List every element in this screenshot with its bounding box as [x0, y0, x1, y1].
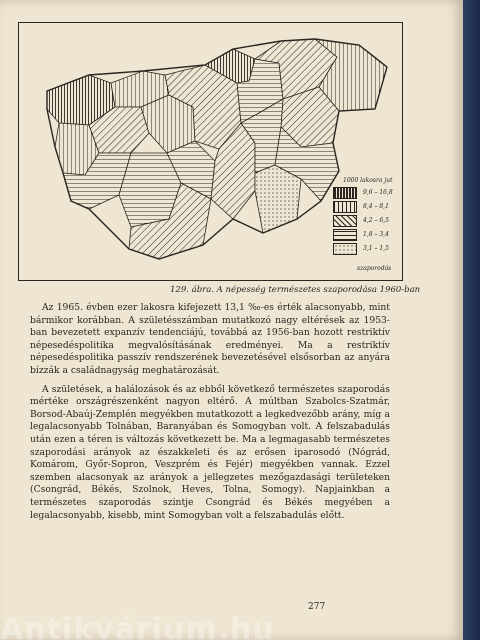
legend-swatch-vertical [333, 201, 357, 213]
body-text [30, 302, 390, 522]
legend-item [333, 243, 399, 255]
legend-item [333, 187, 399, 199]
legend-label: 3,1 – 1,5 [363, 245, 389, 252]
figure-caption: 129. ábra. A népesség természetes szaporodása 1960-ban [170, 285, 421, 295]
paragraph: Az 1965. évben ezer lakosra kifejezett 13,1 ‰-es érték alacsonyabb, mint bármikor korábban. A születésszámban mutatkozó nagy eltérések az 1953-ban bevezetett expanzív tendenciájú, továbbá az 1956-ban hozott restriktív népesedéspolitika megvalósításának eredményei. Ma a restriktív népesedéspolitika passzív rendszerének bevezetésével elsősorban az anyára bízzák a családnagyság meghatározását. [30, 302, 390, 376]
legend-swatch-dotted [333, 243, 357, 255]
legend-label: 4,2 – 6,5 [363, 217, 389, 224]
legend-label: 8,4 – 8,1 [363, 203, 389, 210]
book-spine [463, 0, 480, 640]
hungary-county-map [19, 23, 402, 280]
map-figure [18, 22, 403, 281]
watermark: Antikvárium.hu [0, 612, 275, 640]
legend-title: 1000 lakosra jut [343, 177, 393, 184]
legend-swatch-dense [333, 187, 357, 199]
page-number: 277 [308, 602, 326, 612]
legend-source: szaporodás [357, 265, 392, 272]
legend-swatch-diagonal [333, 215, 357, 227]
legend-item [333, 201, 399, 213]
legend-item [333, 229, 399, 241]
legend-label: 9,6 – 16,8 [363, 189, 393, 196]
legend-label: 1,8 – 3,4 [363, 231, 389, 238]
legend-item [333, 215, 399, 227]
paragraph: A születések, a halálozások és az ebből következő természetes szaporodás mértéke országrészenként nagyon eltérő. A múltban Szabolcs-Szatmár, Borsod-Abaúj-Zemplén megyékben mutatkozott a legkedvezőbb arány, míg a legalacsonyabb Tolnában, Baranyában és Somogyban volt. A felszabadulás után ezen a téren is változás következett be. Ma a legmagasabb természetes szaporodási arányok az északkeleti és az erősen iparosodó (Nógrád, Komárom, Győr-Sopron, Veszprém és Fejér) megyékben vannak. Ezzel szemben alacsonyak az arányok a jellegzetes mezőgazdasági területeken (Csongrád, Békés, Szolnok, Heves, Tolna, Somogy). Napjainkban a természetes szaporodás szintje Csongrád és Békés megyében a legalacsonyabb, kisebb, mint Somogyban volt a felszabadulás előtt. [30, 383, 390, 521]
legend-swatch-horizontal [333, 229, 357, 241]
